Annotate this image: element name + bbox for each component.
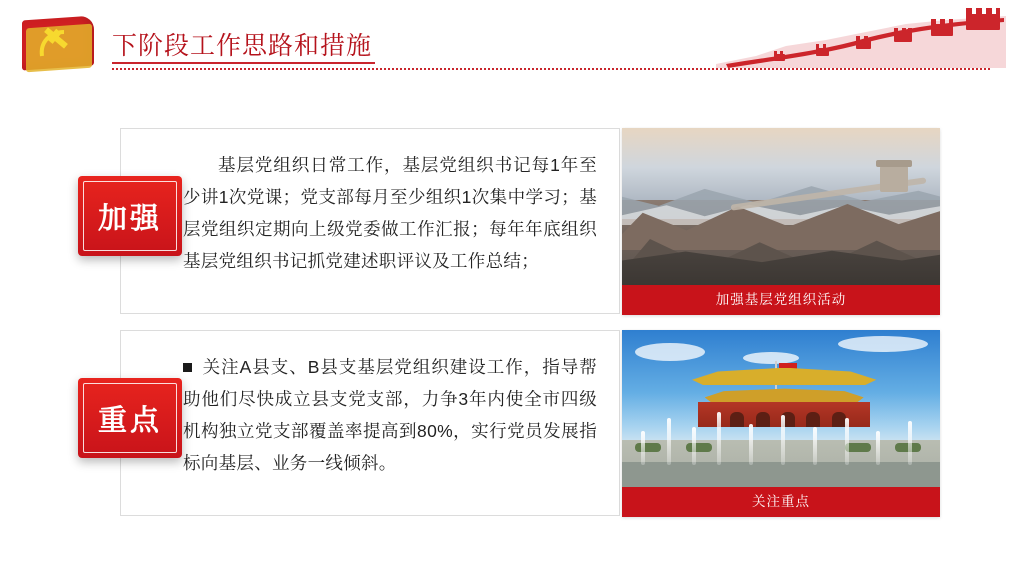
section-tag-1 [78,176,182,256]
snowy-great-wall-photo [622,128,940,285]
section-text-1: 基层党组织日常工作，基层党组织书记每1年至少讲1次党课；党支部每月至少组织1次集中学习；基层党组织定期向上级党委做工作汇报；每年年底组织基层党组织书记抓党建述职评议及工作总结； [183,155,597,271]
title-underline-solid [112,62,375,64]
slide-header [0,0,1024,84]
great-wall-decoration-icon [716,6,1006,68]
page-title: 下阶段工作思路和措施 [112,32,373,60]
section-tag-2 [78,378,182,458]
hammer-sickle-icon [34,26,80,62]
image-card-1 [622,128,940,315]
image-card-2 [622,330,940,517]
section-text-2-wrap [121,331,619,497]
bullet-square-icon [183,363,192,372]
slide-content [0,84,1024,576]
image-caption-2: 关注重点 [622,487,940,517]
text-card-1 [120,128,620,314]
party-emblem-icon [20,14,96,72]
section-text-2: 关注A县支、B县支基层党组织建设工作，指导帮助他们尽快成立县支党支部，力争3年内使全市四级机构独立党支部覆盖率提高到80%，实行党员发展指标向基层、业务一线倾斜。 [183,357,597,473]
section-tag-2-label: 重点 [83,383,177,453]
tiananmen-square-fountain-photo [622,330,940,487]
image-caption-1: 加强基层党组织活动 [622,285,940,315]
text-card-2 [120,330,620,516]
section-tag-1-label: 加强 [83,181,177,251]
title-underline-dotted [112,68,990,70]
